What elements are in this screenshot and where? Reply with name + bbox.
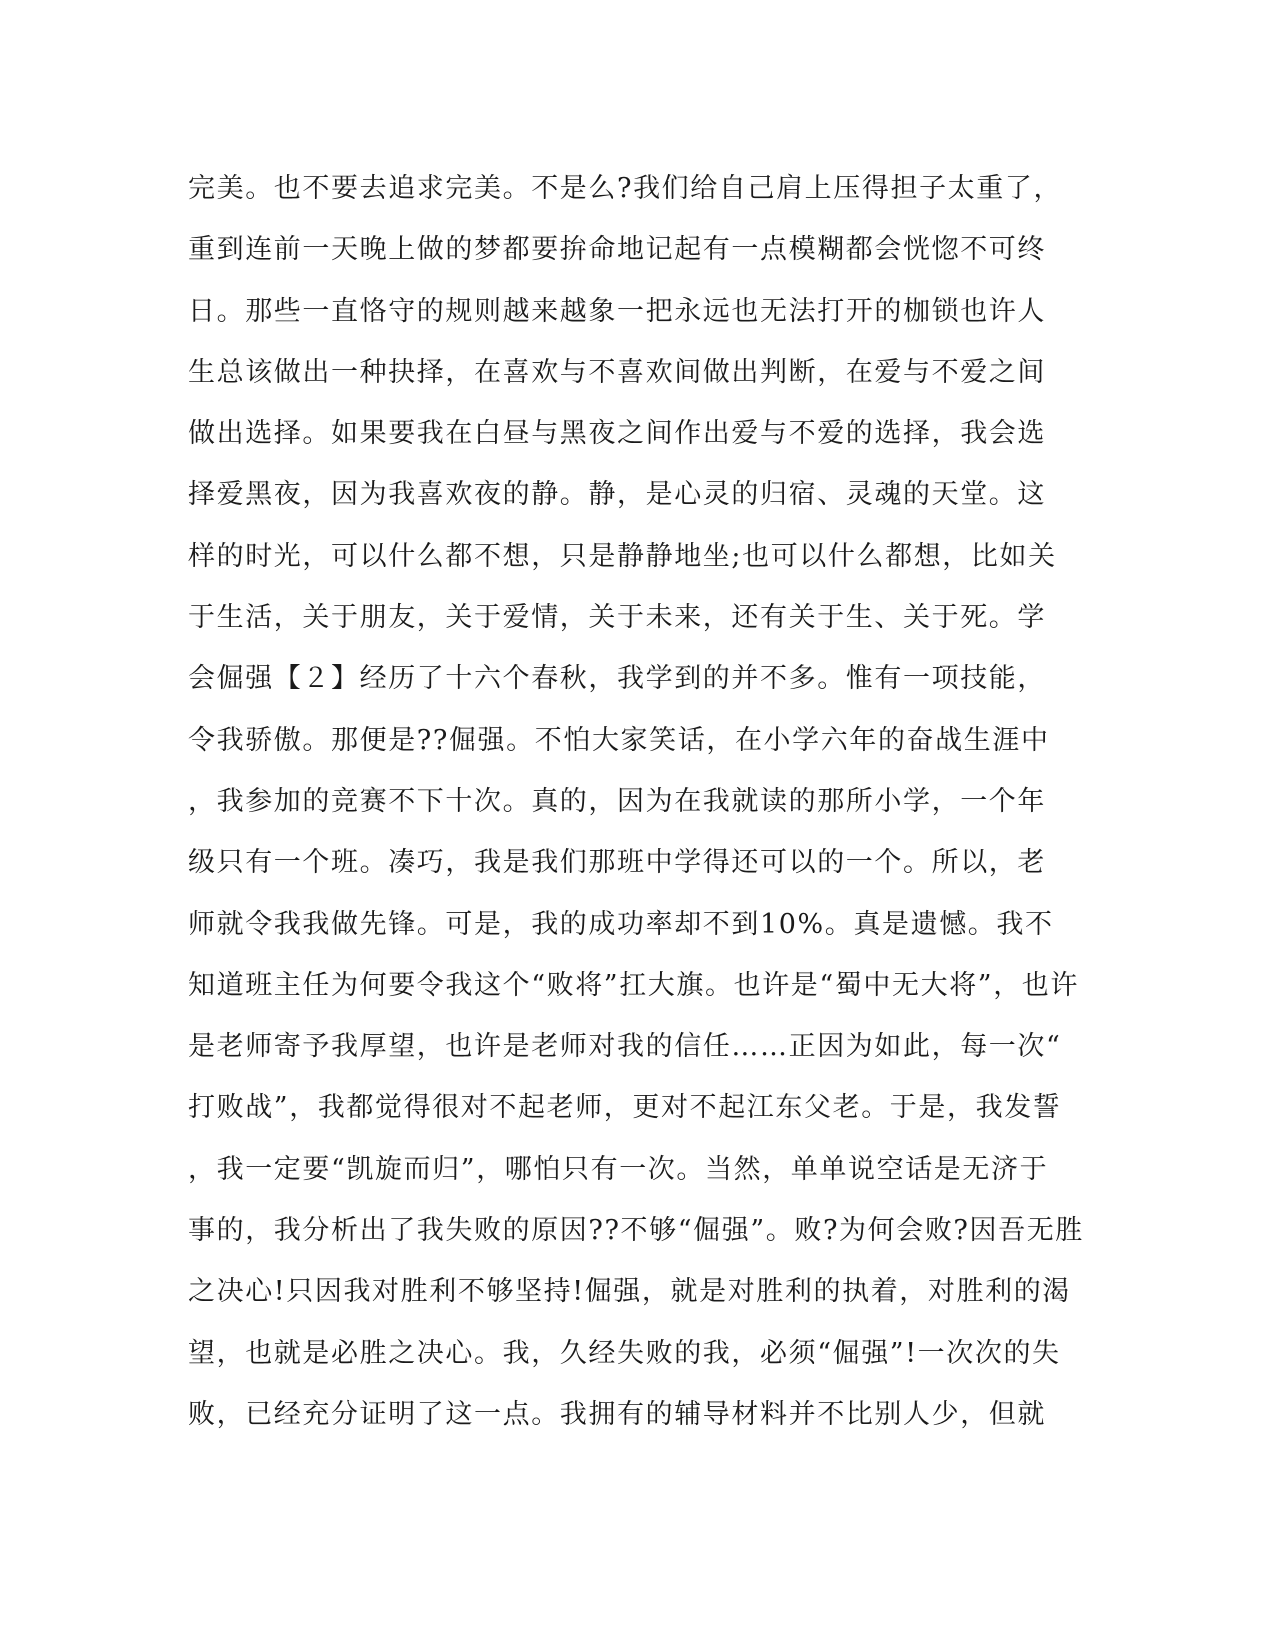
- text-line: ，我参加的竞赛不下十次。真的，因为在我就读的那所小学，一个年: [188, 785, 1046, 817]
- text-line: 望，也就是必胜之决心。我，久经失败的我，必须“倔强”!一次次的失: [188, 1337, 1061, 1369]
- text-line: 日。那些一直恪守的规则越来越象一把永远也无法打开的枷锁也许人: [188, 295, 1046, 327]
- text-line: 事的，我分析出了我失败的原因??不够“倔强”。败?为何会败?因吾无胜: [188, 1215, 1084, 1247]
- text-line: 择爱黑夜，因为我喜欢夜的静。静，是心灵的归宿、灵魂的天堂。这: [188, 479, 1046, 511]
- text-line: 重到连前一天晚上做的梦都要拚命地记起有一点模糊都会恍惚不可终: [188, 234, 1046, 266]
- text-line: 之决心!只因我对胜利不够坚持!倔强，就是对胜利的执着，对胜利的渴: [188, 1276, 1071, 1308]
- text-line: 会倔强【２】经历了十六个春秋，我学到的并不多。惟有一项技能，: [188, 663, 1046, 695]
- text-line: 做出选择。如果要我在白昼与黑夜之间作出爱与不爱的选择，我会选: [188, 418, 1046, 450]
- text-line: 是老师寄予我厚望，也许是老师对我的信任……正因为如此，每一次“: [188, 1031, 1062, 1063]
- text-line: 师就令我我做先锋。可是，我的成功率却不到10%。真是遗憾。我不: [188, 908, 1054, 940]
- text-line: 打败战”，我都觉得很对不起老师，更对不起江东父老。于是，我发誓: [188, 1092, 1062, 1124]
- body-text: [188, 158, 1088, 1445]
- text-line: 败，已经充分证明了这一点。我拥有的辅导材料并不比别人少，但就: [188, 1398, 1046, 1430]
- text-line: 完美。也不要去追求完美。不是么?我们给自己肩上压得担子太重了，: [188, 173, 1063, 204]
- text-line: 级只有一个班。凑巧，我是我们那班中学得还可以的一个。所以，老: [188, 847, 1046, 879]
- text-line: ，我一定要“凯旋而归”，哪怕只有一次。当然，单单说空话是无济于: [188, 1153, 1049, 1185]
- text-line: 于生活，关于朋友，关于爱情，关于未来，还有关于生、关于死。学: [188, 602, 1046, 634]
- text-line: 生总该做出一种抉择，在喜欢与不喜欢间做出判断，在爱与不爱之间: [188, 356, 1046, 388]
- text-line: 样的时光，可以什么都不想，只是静静地坐;也可以什么都想，比如关: [188, 540, 1057, 572]
- text-line: 知道班主任为何要令我这个“败将”扛大旗。也许是“蜀中无大将”，也许: [188, 969, 1080, 1001]
- text-line: 令我骄傲。那便是??倔强。不怕大家笑话，在小学六年的奋战生涯中: [188, 724, 1050, 756]
